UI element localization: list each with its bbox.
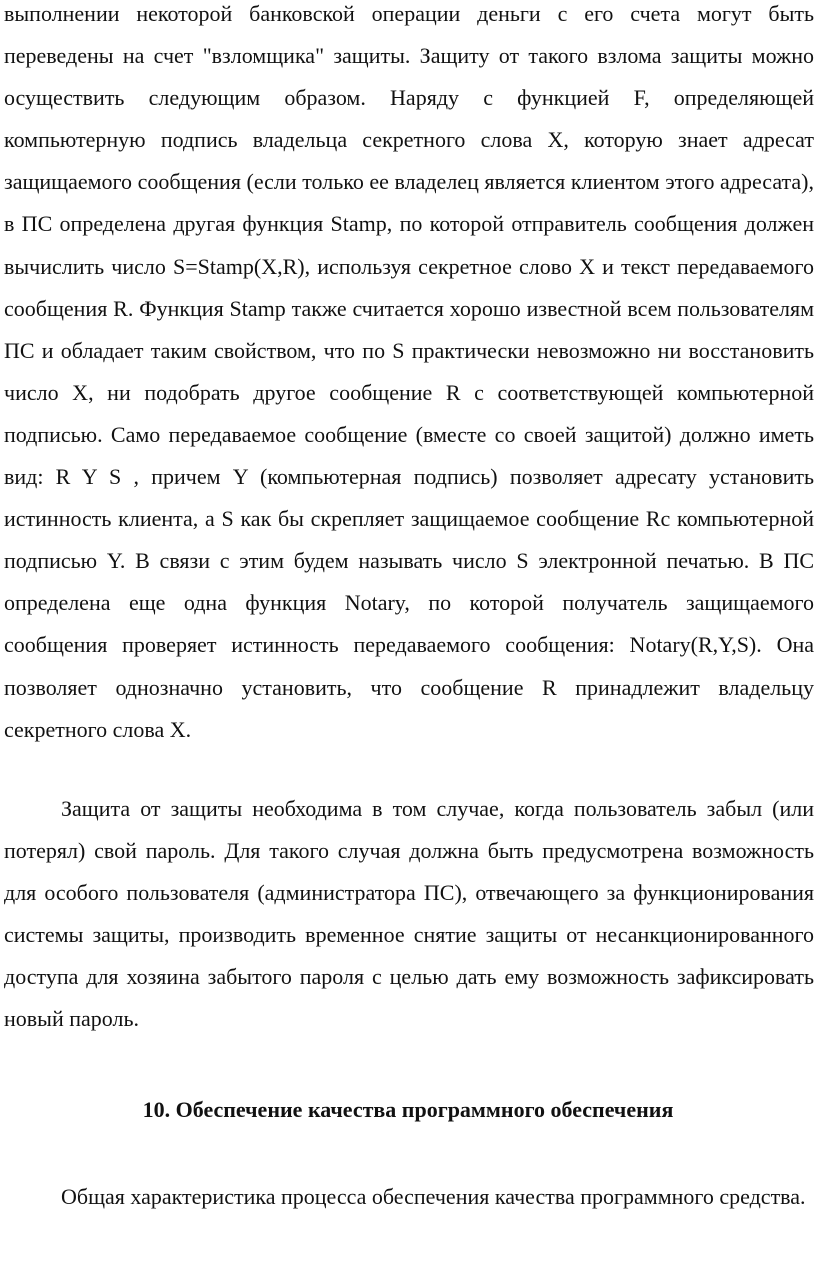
paragraph-digital-signature: выполнении некоторой банковской операции деньги с его счета могут быть переведены на счет "взломщика" защиты. Защиту от такого взлома защиты можно осуществить следующим образом. Наряду с функцией F, определяющей компьютерную подпись владельца секретного слова X, которую знает адресат защищаемого сообщения (если только ее владелец является клиентом этого адресата), в ПС определена другая функция Stamp, по которой отправитель сообщения должен вычислить число S=Stamp(X,R), используя секретное слово X и текст передаваемого сообщения R. Функция Stamp также считается хорошо известной всем пользователям ПС и обладает таким свойством, что по S практически невозможно ни восстановить число X, ни подобрать другое сообщение R с соответствующей компьютерной подписью. Само передаваемое сообщение (вместе со своей защитой) должно иметь вид: R Y S , причем Y (компьютерная подпись) позволяет адресату установить истинность клиента, а S как бы скрепляет защищаемое сообщение Rc компьютерной подписью Y. В связи с этим будем называть число S электронной печатью. В ПС определена еще одна функция Notary, по которой получатель защищаемого сообщения проверяет истинность передаваемого сообщения: Notary(R,Y,S). Она позволяет однозначно установить, что сообщение R принадлежит владельцу секретного слова X. bbox=[4, 1, 814, 742]
paragraph-quality-overview: Общая характеристика процесса обеспечения качества программного средства. bbox=[61, 1184, 806, 1209]
paragraph-protection-from-protection: Защита от защиты необходима в том случае, когда пользователь забыл (или потерял) свой пароль. Для такого случая должна быть предусмотрена возможность для особого пользователя (администратора ПС), отвечающего за функционирования системы защиты, производить временное снятие защиты от несанкционированного доступа для хозяина забытого пароля с целью дать ему возможность зафиксировать новый пароль. bbox=[4, 796, 814, 1032]
section-heading: 10. Обеспечение качества программного обеспечения bbox=[142, 1097, 674, 1122]
